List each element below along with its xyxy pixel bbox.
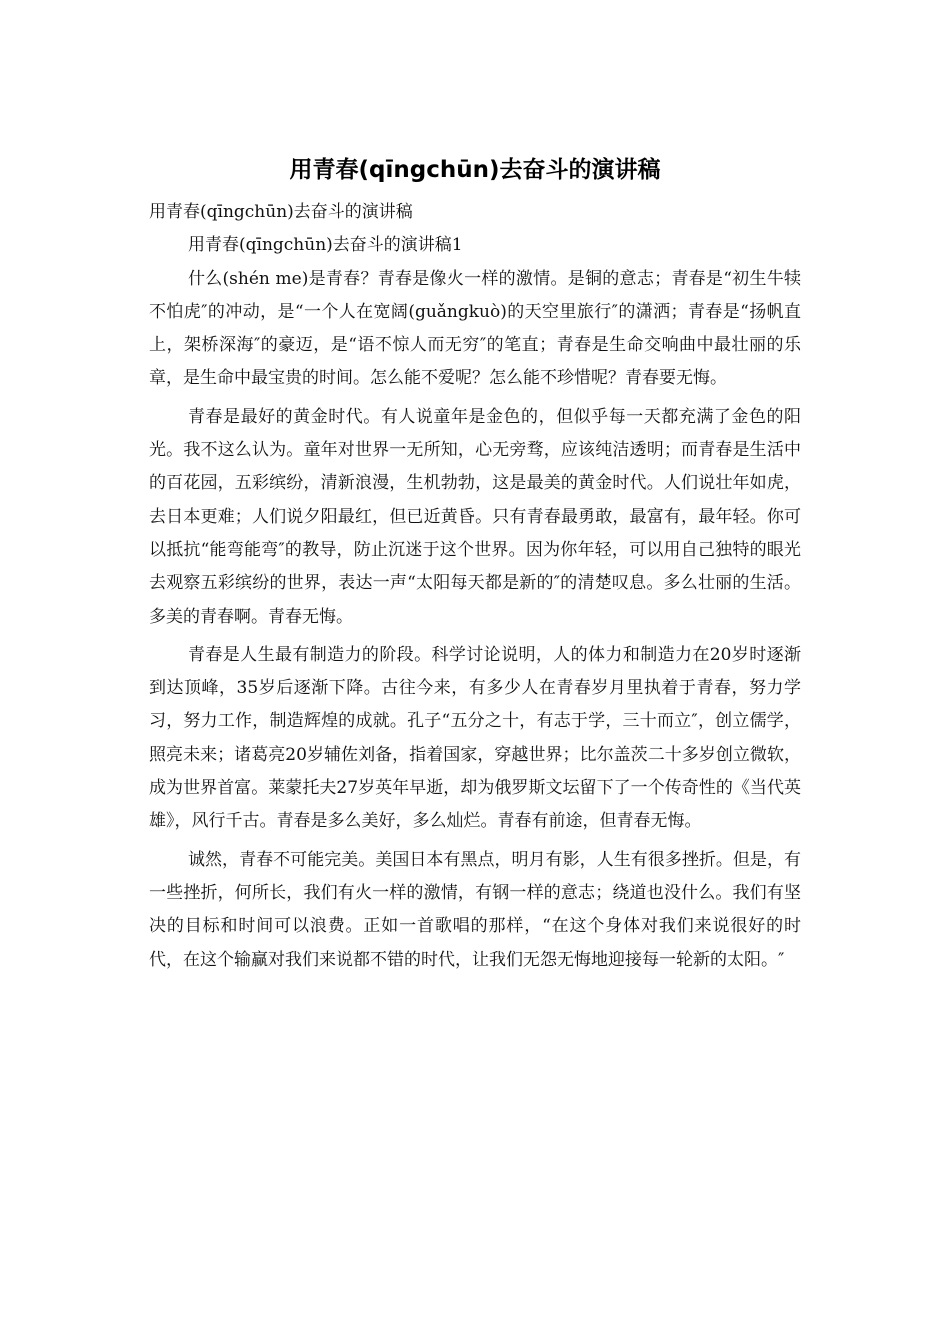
- paragraph-4: 诚然，青春不可能完美。美国日本有黑点，明月有影，人生有很多挫折。但是，有一些挫折，何所长，我们有火一样的激情，有钢一样的意志；绕道也没什么。我们有坚决的目标和时间可以浪费。正如一首歌唱的那样，“在这个身体对我们来说很好的时代，在这个输赢对我们来说都不错的时代，让我们无怨无悔地迎接每一轮新的太阳。″: [149, 849, 801, 970]
- document-body: [149, 196, 801, 977]
- document-subtitle: 用青春(qīngchūn)去奋斗的演讲稿: [149, 202, 413, 222]
- paragraph-1: 什么(shén me)是青春？青春是像火一样的激情。是铜的意志；青春是“初生牛犊不怕虎″的冲动，是“一个人在宽阔(guǎngkuò)的天空里旅行″的潇洒；青春是“扬帆直上，架桥深海″的豪迈，是“语不惊人而无穷″的笔直；青春是生命交响曲中最壮丽的乐章，是生命中最宝贵的时间。怎么能不爱呢？怎么能不珍惜呢？青春要无悔。: [149, 268, 801, 389]
- paragraph-3: 青春是人生最有制造力的阶段。科学讨论说明，人的体力和制造力在20岁时逐渐到达顶峰，35岁后逐渐下降。古往今来，有多少人在青春岁月里执着于青春，努力学习，努力工作，制造辉煌的成就。孔子“五分之十，有志于学，三十而立″，创立儒学，照亮未来；诸葛亮20岁辅佐刘备，指着国家，穿越世界；比尔盖茨二十多岁创立微软，成为世界首富。莱蒙托夫27岁英年早逝，却为俄罗斯文坛留下了一个传奇性的《当代英雄》，风行千古。青春是多么美好，多么灿烂。青春有前途，但青春无悔。: [149, 644, 801, 832]
- document-title: 用青春(qīngchūn)去奋斗的演讲稿: [289, 157, 661, 183]
- paragraph-2: 青春是最好的黄金时代。有人说童年是金色的，但似乎每一天都充满了金色的阳光。我不这么认为。童年对世界一无所知，心无旁骛，应该纯洁透明；而青春是生活中的百花园，五彩缤纷，清新浪漫，生机勃勃，这是最美的黄金时代。人们说壮年如虎，去日本更难；人们说夕阳最红，但已近黄昏。只有青春最勇敢，最富有，最年轻。你可以抵抗“能弯能弯″的教导，防止沉迷于这个世界。因为你年轻，可以用自己独特的眼光去观察五彩缤纷的世界，表达一声“太阳每天都是新的″的清楚叹息。多么壮丽的生活。多美的青春啊。青春无悔。: [149, 406, 801, 627]
- section-heading: 用青春(qīngchūn)去奋斗的演讲稿1: [188, 235, 463, 256]
